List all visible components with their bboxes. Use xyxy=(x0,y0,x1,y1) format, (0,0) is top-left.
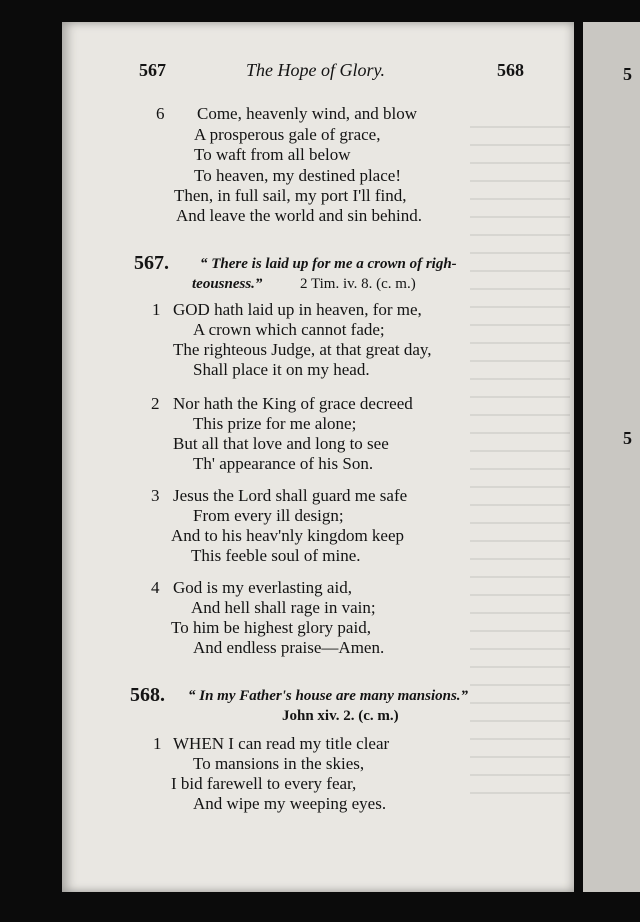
verse-line: And hell shall rage in vain; xyxy=(191,598,376,617)
verse-line: GOD hath laid up in heaven, for me, xyxy=(173,300,422,319)
verse-line: Then, in full sail, my port I'll find, xyxy=(174,186,407,205)
verse-line: This feeble soul of mine. xyxy=(191,546,361,565)
hymn-number: 567. xyxy=(134,252,169,274)
verse-number: 3 xyxy=(151,486,160,505)
verse-line: From every ill design; xyxy=(193,506,344,525)
hymn-epigraph: “ There is laid up for me a crown of righ- xyxy=(200,256,457,272)
verse-line: The righteous Judge, at that great day, xyxy=(173,340,432,359)
verse-line: To heaven, my destined place! xyxy=(194,166,401,185)
verse-line: This prize for me alone; xyxy=(193,414,357,433)
verse-line: Shall place it on my head. xyxy=(193,360,370,379)
verse-line: Jesus the Lord shall guard me safe xyxy=(173,486,408,505)
verse-line: A prosperous gale of grace, xyxy=(194,125,381,144)
verse-number: 1 xyxy=(152,300,161,319)
scripture-reference: 2 Tim. iv. 8. (c. m.) xyxy=(300,276,416,292)
header-right-number: 568 xyxy=(497,60,524,80)
verse-line: God is my everlasting aid, xyxy=(173,578,352,597)
verse-line: And to his heav'nly kingdom keep xyxy=(171,526,405,545)
verse-number: 4 xyxy=(151,578,160,597)
facing-page-edge xyxy=(583,22,640,892)
scripture-reference: John xiv. 2. (c. m.) xyxy=(282,708,399,724)
verse-line: A crown which cannot fade; xyxy=(193,320,385,339)
hymn-epigraph: teousness.” xyxy=(192,276,263,292)
verse-line: To mansions in the skies, xyxy=(193,754,365,773)
header-left-number: 567 xyxy=(139,60,166,80)
verse-number: 2 xyxy=(151,394,160,413)
verse-line: But all that love and long to see xyxy=(173,434,389,453)
verse-line: Th' appearance of his Son. xyxy=(193,454,374,473)
verse-line: And endless praise—Amen. xyxy=(193,638,385,657)
facing-page-number: 5 xyxy=(623,428,632,448)
verse-line: I bid farewell to every fear, xyxy=(171,774,357,793)
verse-line: Come, heavenly wind, and blow xyxy=(197,104,418,123)
verse-line: And wipe my weeping eyes. xyxy=(193,794,387,813)
verse-line: Nor hath the King of grace decreed xyxy=(173,394,413,413)
verse-line: To waft from all below xyxy=(194,145,351,164)
show-through-text xyxy=(470,110,570,810)
facing-page-number: 5 xyxy=(623,64,632,84)
verse-line: And leave the world and sin behind. xyxy=(176,206,422,225)
hymn-epigraph: “ In my Father's house are many mansions.” xyxy=(188,688,469,704)
verse-number: 1 xyxy=(153,734,162,753)
verse-line: WHEN I can read my title clear xyxy=(173,734,390,753)
verse-line: To him be highest glory paid, xyxy=(171,618,371,637)
hymn-number: 568. xyxy=(130,684,165,706)
running-title: The Hope of Glory. xyxy=(246,60,385,80)
verse-number: 6 xyxy=(156,104,165,123)
